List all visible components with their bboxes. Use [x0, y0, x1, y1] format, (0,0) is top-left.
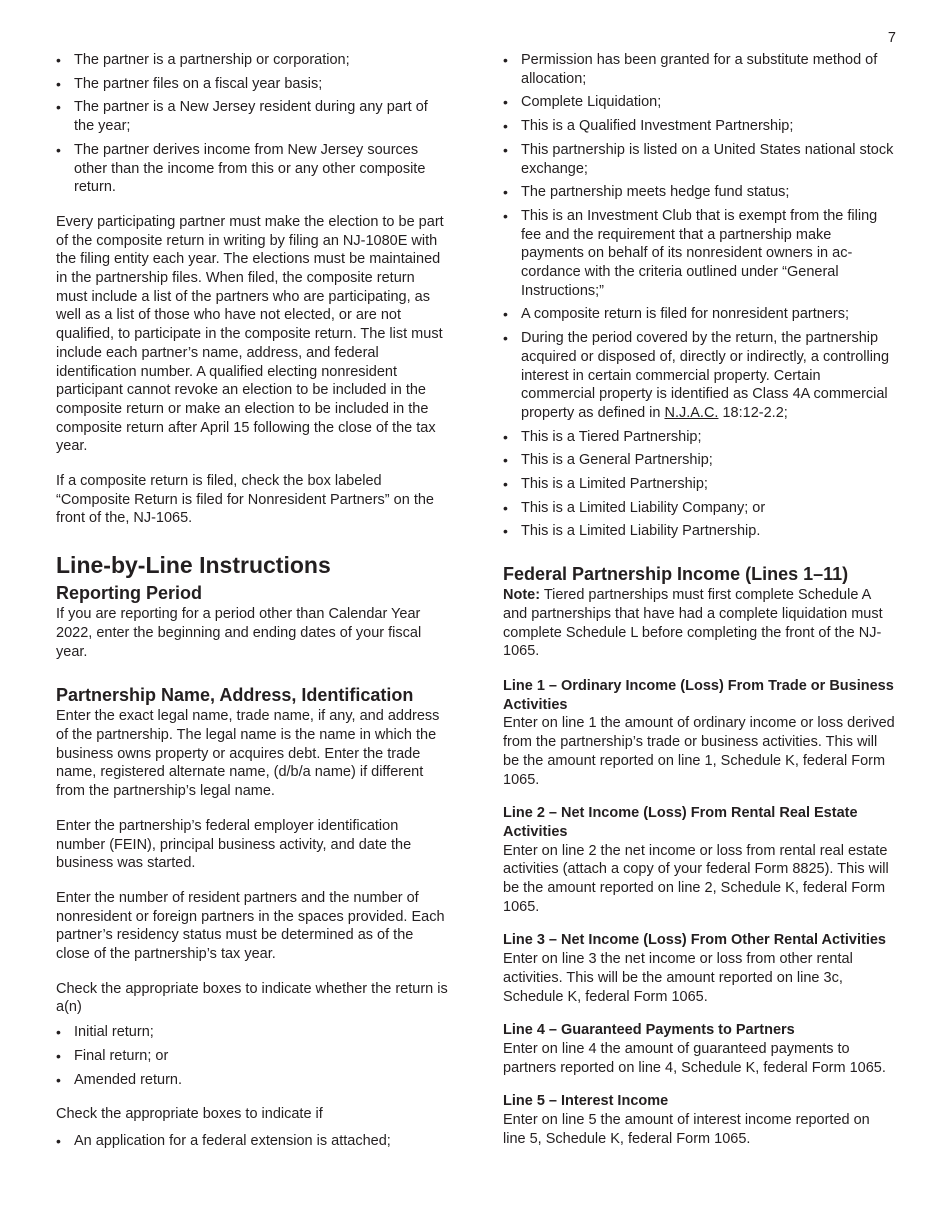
election-paragraph: Every participating partner must make the election to be part of the composite return in writing by filing an NJ-1080E with the filing entity each year. The elections must be maintained in the partnership files. When filed, the composite return must include a list of the partners who are participating, as well as a list of those who have not elected, or are not qualified, to participate in the composite return. The list must include each partner’s name, address, and federal identification number. A qualified electing nonresident participant cannot revoke an election to be included in the composite return or make an election to be included in the composite return after April 15 following the close of the tax year.	[56, 213, 444, 455]
list-item: • This is a Qualified Investment Partnership;	[503, 117, 895, 136]
list-item: • Complete Liquidation;	[503, 93, 895, 112]
page-number: 7	[887, 30, 896, 46]
note-text: Tiered partnerships must first complete Schedule A and partnerships that have had a complete liquidation must complete Schedule L before completing the front of the NJ-1065.	[503, 587, 883, 660]
list-item: • This is a Limited Liability Company; or	[503, 499, 895, 518]
check-boxes-paragraph: Check the appropriate boxes to indicate if	[56, 1106, 323, 1123]
extension-list	[56, 1132, 448, 1151]
line-1-block	[503, 677, 895, 789]
line-4-title: Line 4 – Guaranteed Payments to Partners	[503, 1022, 795, 1039]
list-item: • The partner is a New Jersey resident during any part of the year;	[56, 98, 448, 135]
line-3-text: Enter on line 3 the net income or loss from other rental activities. This will be the amount reported on line 3c, Schedule K, federal Form 1065.	[503, 951, 853, 1005]
note-paragraph	[503, 586, 895, 661]
list-item: • The partner files on a fiscal year basis;	[56, 75, 448, 94]
list-item: • The partner is a partnership or corporation;	[56, 51, 448, 70]
list-item: • This is a Limited Liability Partnership.	[503, 522, 895, 541]
partnership-conditions-list	[503, 51, 895, 541]
list-item-commercial-property	[503, 329, 895, 423]
njac-link[interactable]: N.J.A.C.	[664, 404, 719, 421]
line-2-text: Enter on line 2 the net income or loss from rental real estate activities (attach a copy of your federal Form 8825). This will be the amount reported on line 2, Schedule K, federal Form 1065.	[503, 842, 889, 915]
list-item: • Initial return;	[56, 1023, 448, 1042]
line-5-text: Enter on line 5 the amount of interest income reported on line 5, Schedule K, federal Form 1065.	[503, 1112, 870, 1147]
partner-conditions-list	[56, 51, 448, 197]
legal-name-paragraph: Enter the exact legal name, trade name, if any, and address of the partnership. The legal name is the name in which the business owns property or acquires debt. Enter the trade name, registered alternate name, (d/b/a name) if different from the partnership’s legal name.	[56, 708, 440, 800]
list-item: • The partner derives income from New Jersey sources other than the income from this or any other composite return.	[56, 141, 448, 197]
line-3-title: Line 3 – Net Income (Loss) From Other Rental Activities	[503, 932, 886, 949]
line-4-text: Enter on line 4 the amount of guaranteed payments to partners reported on line 4, Schedule K, federal Form 1065.	[503, 1040, 886, 1076]
list-item: • A composite return is filed for nonresident partners;	[503, 305, 895, 324]
line-1-text: Enter on line 1 the amount of ordinary income or loss derived from the partnership’s trade or business activities. This will be the amount reported on line 1, Schedule K, federal Form 1065.	[503, 715, 895, 788]
federal-income-heading: Federal Partnership Income (Lines 1–11)	[503, 564, 849, 585]
return-type-list	[56, 1023, 448, 1089]
line-5-title: Line 5 – Interest Income	[503, 1093, 669, 1110]
list-item: • This is a Limited Partnership;	[503, 475, 895, 494]
line-by-line-heading: Line-by-Line Instructions	[56, 552, 331, 579]
reporting-period-paragraph: If you are reporting for a period other than Calendar Year 2022, enter the beginning and ending dates of your fiscal year.	[56, 606, 422, 660]
list-item: • Amended return.	[56, 1071, 448, 1090]
list-item-text: 18:12-2.2;	[718, 404, 788, 421]
list-item: • An application for a federal extension is attached;	[56, 1132, 448, 1151]
list-item-text: During the period covered by the return, the partnership acquired or disposed of, directly or indirectly, a controlling interest in certain commercial property. Certain commercial property is identified as Class 4A commercial property as defined in	[521, 330, 890, 421]
list-item: • This is an Investment Club that is exempt from the filing fee and the requirement that a partnership make payments on behalf of its nonresident owners in accordance with the criteria outlined under “General Instructions;”	[503, 207, 895, 301]
line-4-block	[503, 1021, 895, 1077]
list-item: • This partnership is listed on a United States national stock exchange;	[503, 141, 895, 178]
note-label: Note:	[503, 587, 541, 604]
list-item: • Permission has been granted for a substitute method of allocation;	[503, 51, 895, 88]
composite-return-paragraph: If a composite return is filed, check the box labeled “Composite Return is filed for Nonresident Partners” on the front of the, NJ-1065.	[56, 473, 434, 527]
list-item: • Final return; or	[56, 1047, 448, 1066]
line-5-block	[503, 1092, 895, 1148]
reporting-period-heading: Reporting Period	[56, 583, 203, 604]
left-column	[56, 51, 448, 1167]
line-1-title: Line 1 – Ordinary Income (Loss) From Trade or Business Activities	[503, 677, 894, 713]
right-column	[503, 51, 895, 1163]
return-type-paragraph: Check the appropriate boxes to indicate whether the return is a(n)	[56, 980, 448, 1016]
list-item: • This is a General Partnership;	[503, 451, 895, 470]
line-2-block	[503, 804, 895, 916]
partners-count-paragraph: Enter the number of resident partners and the number of nonresident or foreign partners in the spaces provided. Each partner’s residency status must be determined as of the close of the partnership’s tax year.	[56, 889, 445, 963]
list-item: • The partnership meets hedge fund status;	[503, 183, 895, 202]
line-3-block	[503, 931, 895, 1006]
list-item: • This is a Tiered Partnership;	[503, 428, 895, 447]
partnership-name-heading: Partnership Name, Address, Identification	[56, 685, 414, 706]
line-2-title: Line 2 – Net Income (Loss) From Rental Real Estate Activities	[503, 805, 858, 840]
fein-paragraph: Enter the partnership’s federal employer identification number (FEIN), principal business activity, and date the business was started.	[56, 817, 412, 872]
